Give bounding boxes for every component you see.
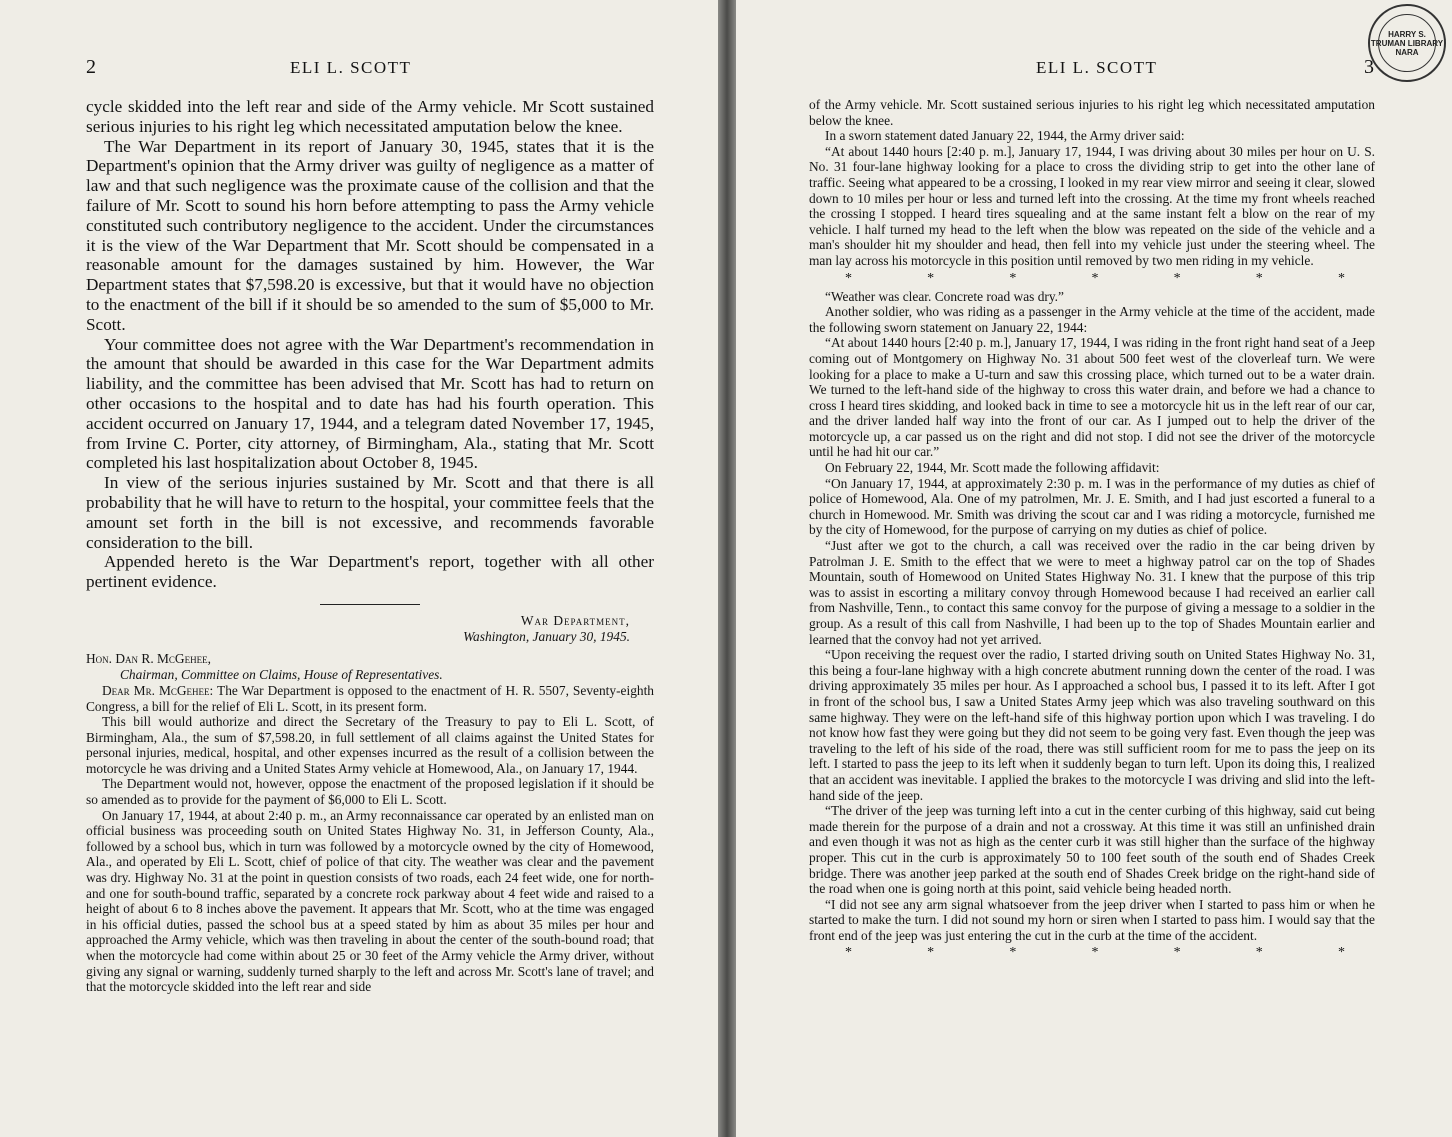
paragraph: “Upon receiving the request over the radio, I started driving south on United States Highway No. 31, this being a four-lane highway with a high concrete abutment running down the center of the road. I was driving approximately 35 miles per hour. As I approached a school bus, I passed it to its left. After I got in front of the school bus, I saw a United States Army jeep which was also traveling southward on this same highway. They were on the left-hand sife of this highway portion upon which I was traveling. I do not know how fast they were going but they did not seem to be going very fast. Even though the jeep was traveling to the left of his side of the road, there was still sufficient room for me to pass the jeep on its left. I started to pass the jeep to its left when it suddenly began to turn left. Upon its doing this, I realized that an accident was inevitable. I applied the brakes to the motorcycle I was driving and slid into the left-hand side of the jeep. <box>809 647 1375 803</box>
paragraph: Your committee does not agree with the War Department's recommendation in the amount that should be awarded in this case for the War Department admits liability, and the committee has been advised that Mr. Scott has had to return on other occasions to the hospital and to date has had his fourth operation. This accident occurred on January 17, 1944, and a telegram dated November 17, 1945, from Irvine C. Porter, city attorney, of Birmingham, Ala., stating that Mr. Scott completed his last hospitalization about October 8, 1945. <box>86 334 654 473</box>
asterisk: * <box>1337 945 1345 961</box>
letterhead-date: Washington, January 30, 1945. <box>463 628 630 644</box>
asterisk: * <box>927 270 935 286</box>
paragraph: On February 22, 1944, Mr. Scott made the following affidavit: <box>825 460 1160 476</box>
paragraph: “I did not see any arm signal whatsoever from the jeep driver when I started to pass him or when he started to make the turn. I did not sound my horn or siren when I started to pass him. I would say that the front end of the jeep was just entering the cut in the curb at the time of the accident. <box>809 896 1375 943</box>
letterhead-org: War Department, <box>520 612 630 628</box>
addressee <box>86 651 654 683</box>
asterisk: * <box>1091 270 1099 286</box>
asterisk: * <box>1173 270 1181 286</box>
running-head: ELI L. SCOTT <box>1036 58 1158 77</box>
paragraph: Another soldier, who was riding as a passenger in the Army vehicle at the time of the accident, made the following sworn statement on January 22, 1944: <box>809 304 1375 335</box>
paragraph: “On January 17, 1944, at approximately 2:30 p. m. I was in the performance of my duties as chief of police of Homewood, Ala. One of my patrolmen, Mr. J. E. Smith, and I had just escorted a funeral to a church in Homewood. Mr. Smith was driving the scout car and I was riding a motorcycle, furnished me by the city of Homewood, for the purpose of carrying on my duties as chief of police. <box>809 475 1375 538</box>
paragraph: “Weather was clear. Concrete road was dry.” <box>825 288 1064 304</box>
paragraph: The Department would not, however, oppose the enactment of the proposed legislation if it should be so amended as to provide for the payment of $6,000 to Eli L. Scott. <box>86 776 654 808</box>
paragraph: The War Department in its report of January 30, 1945, states that it is the Department's opinion that the Army driver was guilty of negligence as a matter of law and that such negligence was the proximate cause of the collision and that the failure of Mr. Scott to sound his horn before attempting to pass the Army vehicle constituted such contributory negligence to the accident. Under the circumstances it is the view of the War Department that Mr. Scott should be compensated in a reasonable amount for the damages sustained by him. However, the War Department states that $7,598.20 is excessive, but that it would have no objection to the enactment of the bill if it should be so amended to the sum of $5,000 to Mr. Scott. <box>86 136 654 334</box>
asterisk: * <box>1337 270 1345 286</box>
asterisk: * <box>927 945 935 961</box>
paragraph: of the Army vehicle. Mr. Scott sustained serious injuries to his right leg which necessitated amputation below the knee. <box>809 97 1375 128</box>
paragraph: “The driver of the jeep was turning left into a cut in the center curbing of this highway, said cut being made therein for the purpose of a drain and not a crossway. At this time it was still an unfinished drain and even though it was not as high as the center curb it was still higher than the surface of the highway proper. This cut in the curb is approximately 50 to 100 feet south of the south end of Shades Creek bridge. There was another jeep parked at the south end of Shades Creek bridge on the right-hand side of the road when one is going north at this point, said vehicle being headed north. <box>809 803 1375 897</box>
letter-first-paragraph: The War Department is opposed to the enactment of H. R. 5507, Seventy-eighth Congress, a bill for the relief of Eli L. Scott, in its present form. <box>86 682 655 714</box>
asterisk: * <box>1091 945 1099 961</box>
page-number: 3 <box>1364 56 1374 78</box>
salutation: Dear Mr. McGehee: <box>102 682 214 698</box>
ellipsis-asterisks <box>809 269 1375 289</box>
asterisk: * <box>845 270 852 286</box>
paragraph: “Just after we got to the church, a call was received over the radio in the car being driven by Patrolman J. E. Smith to the effect that we were to meet a highway patrol car on the top of Shades Mountain, south of Homewood on United States Highway No. 31. I knew that the purpose of this trip was to assist in escorting a military convoy through Homewood because I had received an earlier call from Nashville, Tenn., to contact this same convoy for the purpose of giving a message to a soldier in the group. As a result of this call from Nashville, I had been up to the top of Shades Mountain earlier and learned that the convoy had not yet arrived. <box>809 538 1375 647</box>
asterisk: * <box>1173 945 1181 961</box>
report-body <box>86 97 654 592</box>
paragraph: In a sworn statement dated January 22, 1944, the Army driver said: <box>825 128 1185 144</box>
letter-body <box>86 683 654 995</box>
addressee-title: Chairman, Committee on Claims, House of Representatives. <box>120 666 443 682</box>
asterisk: * <box>1009 945 1017 961</box>
ellipsis-asterisks <box>809 943 1375 963</box>
page-number: 2 <box>86 56 96 78</box>
divider-rule <box>320 604 420 605</box>
paragraph: cycle skidded into the left rear and side of the Army vehicle. Mr Scott sustained serious injuries to his right leg which necessitated amputation below the knee. <box>86 97 654 136</box>
asterisk: * <box>1009 270 1017 286</box>
left-column <box>86 97 654 995</box>
book-gutter <box>718 0 736 1137</box>
left-page <box>0 0 718 1137</box>
right-column <box>809 97 1375 963</box>
asterisk: * <box>845 945 852 961</box>
paragraph: Appended hereto is the War Department's report, together with all other pertinent evidence. <box>86 552 654 592</box>
paragraph: “At about 1440 hours [2:40 p. m.], January 17, 1944, I was riding in the front right hand seat of a Jeep coming out of Montgomery on Highway No. 31 about 500 feet west of the cloverleaf turn. We were looking for a place to make a U-turn and saw this crossing place, which turned out to be a water drain. We turned to the left-hand side of the highway to cross this water drain, and before we had a chance to cross I heard tires skidding, and looked back in time to see a motorcycle hit us in the left rear of our car, and the driver landed half way into the front of our car. As I jumped out to help the driver of the motorcycle up, a car passed us on the right and did not stop. I did not see the driver of the motorcycle until he had hit our car.” <box>809 335 1375 460</box>
addressee-name: Hon. Dan R. McGehee, <box>86 650 211 666</box>
paragraph: This bill would authorize and direct the Secretary of the Treasury to pay to Eli L. Scott, of Birmingham, Ala., the sum of $7,598.20, in full settlement of all claims against the United States for personal injuries, medical, hospital, and other expenses incurred as the result of a collision between the motorcycle he was driving and a United States Army vehicle at Homewood, Ala., on January 17, 1944. <box>86 714 654 776</box>
paragraph: On January 17, 1944, at about 2:40 p. m., an Army reconnaissance car operated by an enlisted man on official business was proceeding south on United States Highway No. 31, in Jefferson County, Ala., followed by a school bus, which in turn was followed by a motorcycle owned by the city of Homewood, Ala., and operated by Eli L. Scott, chief of police of that city. The weather was clear and the pavement was dry. Highway No. 31 at the point in question consists of two roads, each 24 feet wide, one for north- and one for south-bound traffic, separated by a concrete rock parkway about 4 feet wide and raised to a height of about 6 to 8 inches above the pavement. It appears that Mr. Scott, who at the time was engaged in his official duties, passed the school bus at a speed stated by him as about 35 miles per hour and approached the Army vehicle, which was then traveling in about the center of the south-bound road; that when the motorcycle had come within about 25 or 30 feet of the Army vehicle the Army driver, without giving any signal or warning, suddenly turned sharply to the left and across Mr. Scott's lane of travel; and that the motorcycle skidded into the left rear and side <box>86 807 654 995</box>
library-stamp: HARRY S. TRUMAN LIBRARY NARA <box>1368 4 1446 82</box>
right-page <box>736 0 1452 1137</box>
asterisk: * <box>1255 270 1263 286</box>
letterhead <box>86 613 654 645</box>
paragraph: “At about 1440 hours [2:40 p. m.], January 17, 1944, I was driving about 30 miles per hour on U. S. No. 31 four-lane highway looking for a place to cross the dividing strip to get into the other lane of traffic. Seeing what appeared to be a crossing, I looked in my rear view mirror and seeing it clear, slowed down to 10 miles per hour or less and turned left into the crossing. At the time my front wheels reached the crossing I stopped. I heard tires squealing and at the same instant felt a blow on the rear of my vehicle. I half turned my head to the left when the blow was repeated on the side of the vehicle and a man's shoulder hit my shoulder and head, then fell into my vehicle just under the steering wheel. The man lay across his motorcycle in this position until removed by two men riding in my vehicle. <box>809 143 1375 268</box>
asterisk: * <box>1255 945 1263 961</box>
running-head: ELI L. SCOTT <box>290 58 412 77</box>
paragraph: In view of the serious injuries sustained by Mr. Scott and that there is all probability that he will have to return to the hospital, your committee feels that the amount set forth in the bill is not excessive, and recommends favorable consideration to the bill. <box>86 473 654 552</box>
